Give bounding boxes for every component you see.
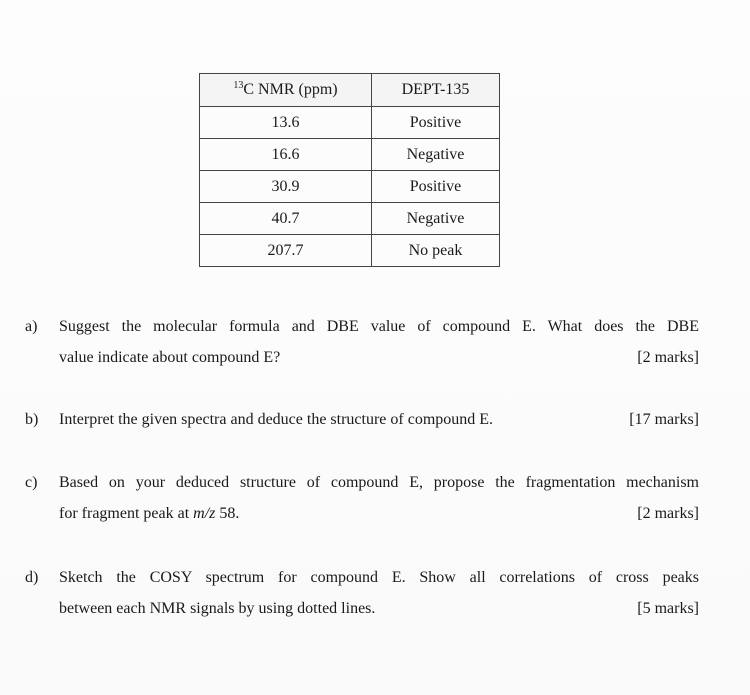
question-body (59, 311, 699, 373)
question-text-row (59, 404, 699, 435)
shift-cell: 16.6 (200, 139, 372, 171)
question-text-fragment: for fragment peak at (59, 505, 194, 522)
question-body (59, 467, 699, 529)
dept-cell: No peak (372, 235, 500, 267)
dept-cell: Negative (372, 139, 500, 171)
header-c13-label: C NMR (ppm) (243, 81, 338, 98)
shift-cell: 40.7 (200, 203, 372, 235)
question-text-line: Based on your deduced structure of compound E, propose the fragmentation mechanism (59, 474, 699, 491)
table-header-row (200, 74, 500, 107)
question-text-line: Interpret the given spectra and deduce the structure of compound E. (59, 411, 494, 428)
mz-italic: m/z (193, 505, 216, 522)
question-letter: a) (25, 318, 38, 335)
question-text-line: Suggest the molecular formula and DBE value of compound E. What does the DBE (59, 318, 699, 335)
question-letter: c) (25, 474, 38, 491)
shift-cell: 207.7 (200, 235, 372, 267)
question-text-row (59, 498, 699, 529)
question-text-line (59, 498, 239, 529)
question-letter: b) (25, 411, 39, 428)
table-row (200, 171, 500, 203)
isotope-superscript: 13 (233, 80, 244, 91)
dept-cell: Positive (372, 171, 500, 203)
question-text-row (59, 593, 699, 624)
marks-label: [2 marks] (637, 505, 699, 522)
header-dept135: DEPT-135 (372, 74, 500, 107)
table-row (200, 235, 500, 267)
table-row (200, 203, 500, 235)
header-c13-nmr (200, 74, 372, 107)
question-text-row (59, 342, 699, 373)
shift-cell: 30.9 (200, 171, 372, 203)
marks-label: [5 marks] (637, 600, 699, 617)
table-row (200, 139, 500, 171)
question-text-fragment: 58. (215, 505, 240, 522)
marks-label: [2 marks] (637, 349, 699, 366)
table-row (200, 107, 500, 139)
nmr-data-table (199, 73, 500, 267)
question-text-line: between each NMR signals by using dotted lines. (59, 600, 376, 617)
dept-cell: Positive (372, 107, 500, 139)
question-text-line: Sketch the COSY spectrum for compound E. Show all correlations of cross peaks (59, 569, 699, 586)
marks-label: [17 marks] (629, 411, 699, 428)
question-letter: d) (25, 569, 39, 586)
question-body (59, 404, 699, 435)
question-body (59, 562, 699, 624)
dept-cell: Negative (372, 203, 500, 235)
question-text-line: value indicate about compound E? (59, 349, 281, 366)
shift-cell: 13.6 (200, 107, 372, 139)
